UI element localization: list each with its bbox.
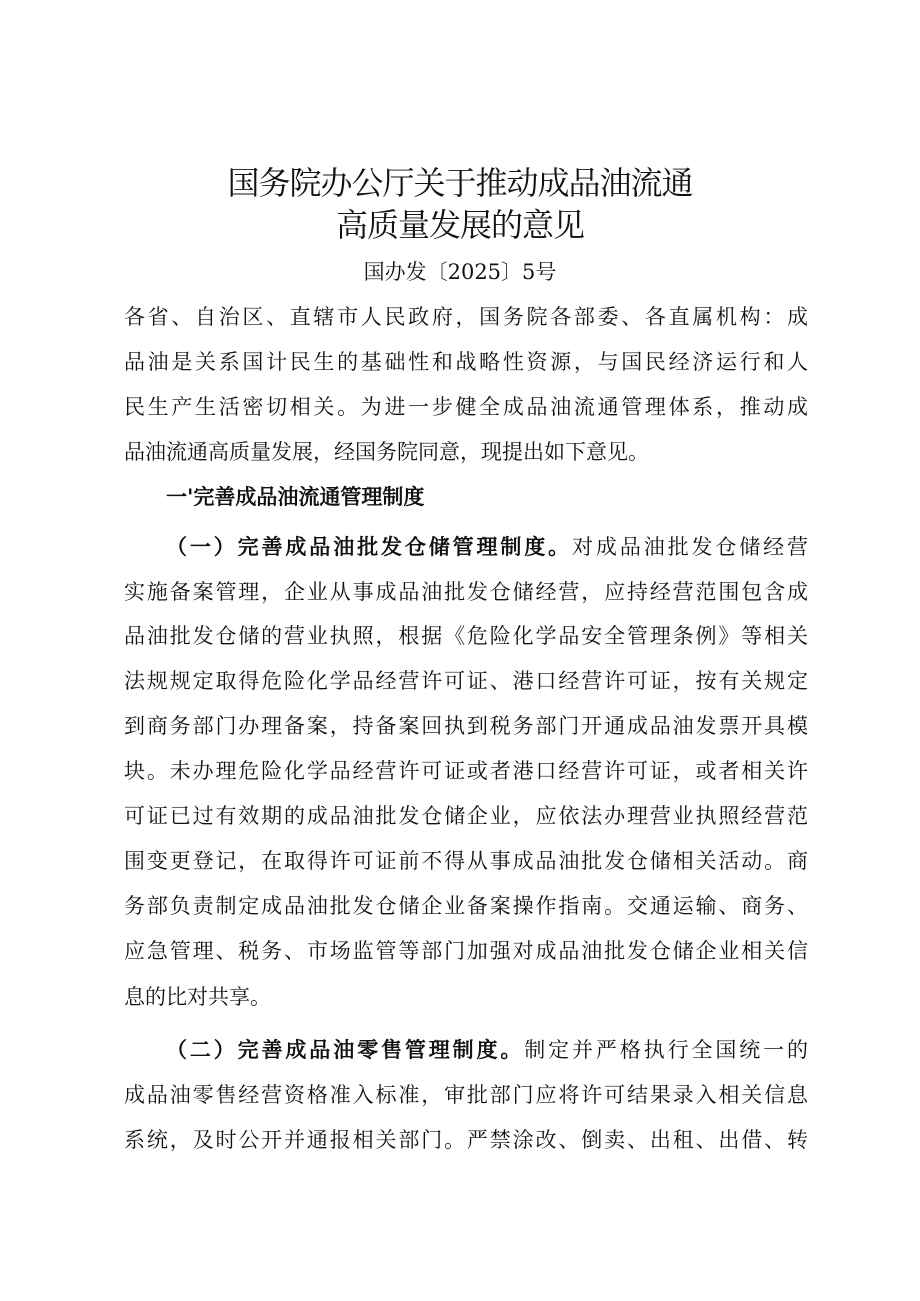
item-1-line: 实施备案管理，企业从事成品油批发仓储经营，应持经营范围包含成 xyxy=(124,580,808,604)
item-2-line: 系统，及时公开并通报相关部门。严禁涂改、倒卖、出租、出借、转 xyxy=(124,1128,808,1152)
item-1-line: 品油批发仓储的营业执照，根据《危险化学品安全管理条例》等相关 xyxy=(124,624,808,648)
item-1-lead: （一）完善成品油批发仓储管理制度。 xyxy=(166,534,573,559)
item-1-line: 到商务部门办理备案，持备案回执到税务部门开通成品油发票开具模 xyxy=(124,714,808,738)
item-1-line: 应急管理、税务、市场监管等部门加强对成品油批发仓储企业相关信 xyxy=(124,939,808,963)
document-number: 国办发〔2025〕5号 xyxy=(363,260,557,284)
item-1-line: 块。未办理危险化学品经营许可证或者港口经营许可证，或者相关许 xyxy=(124,759,808,783)
item-1-first-line xyxy=(166,531,808,563)
item-2-first-line-rest: 制定并严格执行全国统一的 xyxy=(524,1038,808,1062)
intro-line: 品油流通高质量发展，经国务院同意，现提出如下意见。 xyxy=(124,440,649,464)
item-1-line: 法规规定取得危险化学品经营许可证、港口经营许可证，按有关规定 xyxy=(124,669,808,693)
item-2-first-line xyxy=(166,1034,808,1066)
intro-line: 民生产生活密切相关。为进一步健全成品油流通管理体系，推动成 xyxy=(124,395,808,419)
item-2-lead: （二）完善成品油零售管理制度。 xyxy=(166,1037,525,1062)
item-1-line: 可证已过有效期的成品油批发仓储企业，应依法办理营业执照经营范 xyxy=(124,804,808,828)
intro-line: 各省、自治区、直辖市人民政府，国务院各部委、各直属机构：成 xyxy=(124,305,808,329)
document-title-line-1: 国务院办公厅关于推动成品油流通 xyxy=(227,164,693,202)
section-heading: 一'完善成品油流通管理制度 xyxy=(166,484,425,509)
item-1-line: 围变更登记，在取得许可证前不得从事成品油批发仓储相关活动。商 xyxy=(124,849,808,873)
item-1-line: 务部负责制定成品油批发仓储企业备案操作指南。交通运输、商务、 xyxy=(124,894,808,918)
item-2-line: 成品油零售经营资格准入标准，审批部门应将许可结果录入相关信息 xyxy=(124,1083,808,1107)
document-title-line-2: 高质量发展的意见 xyxy=(335,206,584,244)
item-1-first-line-rest: 对成品油批发仓储经营 xyxy=(572,535,808,559)
item-1-line: 息的比对共享。 xyxy=(124,985,271,1009)
intro-line: 品油是关系国计民生的基础性和战略性资源，与国民经济运行和人 xyxy=(124,350,808,374)
